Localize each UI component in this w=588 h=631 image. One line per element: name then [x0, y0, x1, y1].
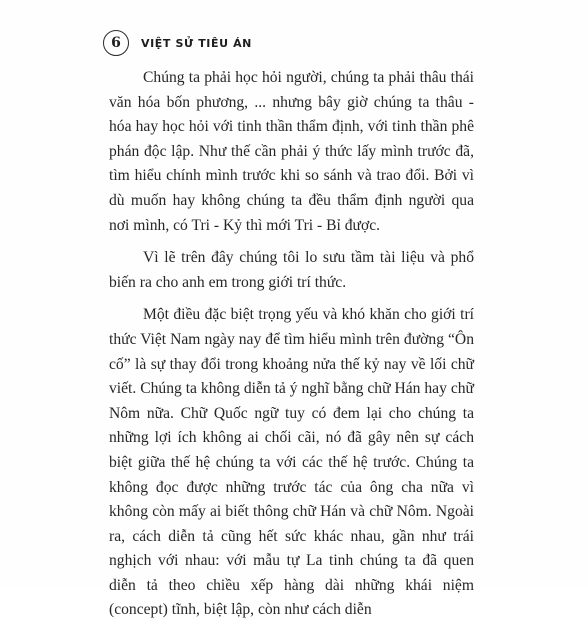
- paragraph-1: Chúng ta phải học hỏi người, chúng ta phải thâu thái văn hóa bốn phương, ... nhưng bây giờ chúng ta thâu - hóa hay học hỏi với tinh thần thẩm định, với tinh thần phê phán độc lập. Như thế cần phải ý thức lấy mình trước đã, tìm hiểu chính mình trước khi so sánh và trao đổi. Bởi vì dù muốn hay không chúng ta đều thẩm định người qua nơi mình, có Tri - Kỷ thì mới Tri - Bỉ được.: [109, 69, 474, 234]
- page-header: [103, 28, 252, 58]
- paragraph-2: Vì lẽ trên đây chúng tôi lo sưu tầm tài liệu và phổ biến ra cho anh em trong giới trí thức.: [109, 249, 474, 291]
- book-title: VIỆT SỬ TIÊU ÁN: [141, 36, 252, 50]
- page-number: 6: [111, 35, 121, 51]
- body-text: [109, 66, 474, 631]
- page-number-badge: [103, 30, 129, 56]
- paragraph-3: Một điều đặc biệt trọng yếu và khó khăn cho giới trí thức Việt Nam ngày nay để tìm hiểu mình trên đường “Ôn cố” là sự thay đổi trong khoảng nửa thế kỷ nay về lối chữ viết. Chúng ta không diễn tả ý nghĩ bằng chữ Hán hay chữ Nôm nữa. Chữ Quốc ngữ tuy có đem lại cho chúng ta những lợi ích không ai chối cãi, nó đã gây nên sự cách biệt giữa thế hệ chúng ta với các thế hệ trước. Chúng ta không đọc được những trước tác của ông cha nữa vì không còn mấy ai biết thông chữ Hán và chữ Nôm. Ngoài ra, cách diễn tả cũng hết sức khác nhau, gần như trái nghịch với nhau: với mẫu tự La tinh chúng ta đã quen diễn tả theo chiều xếp hàng dài những khái niệm (concept) tĩnh, biệt lập, còn như cách diễn: [109, 306, 474, 619]
